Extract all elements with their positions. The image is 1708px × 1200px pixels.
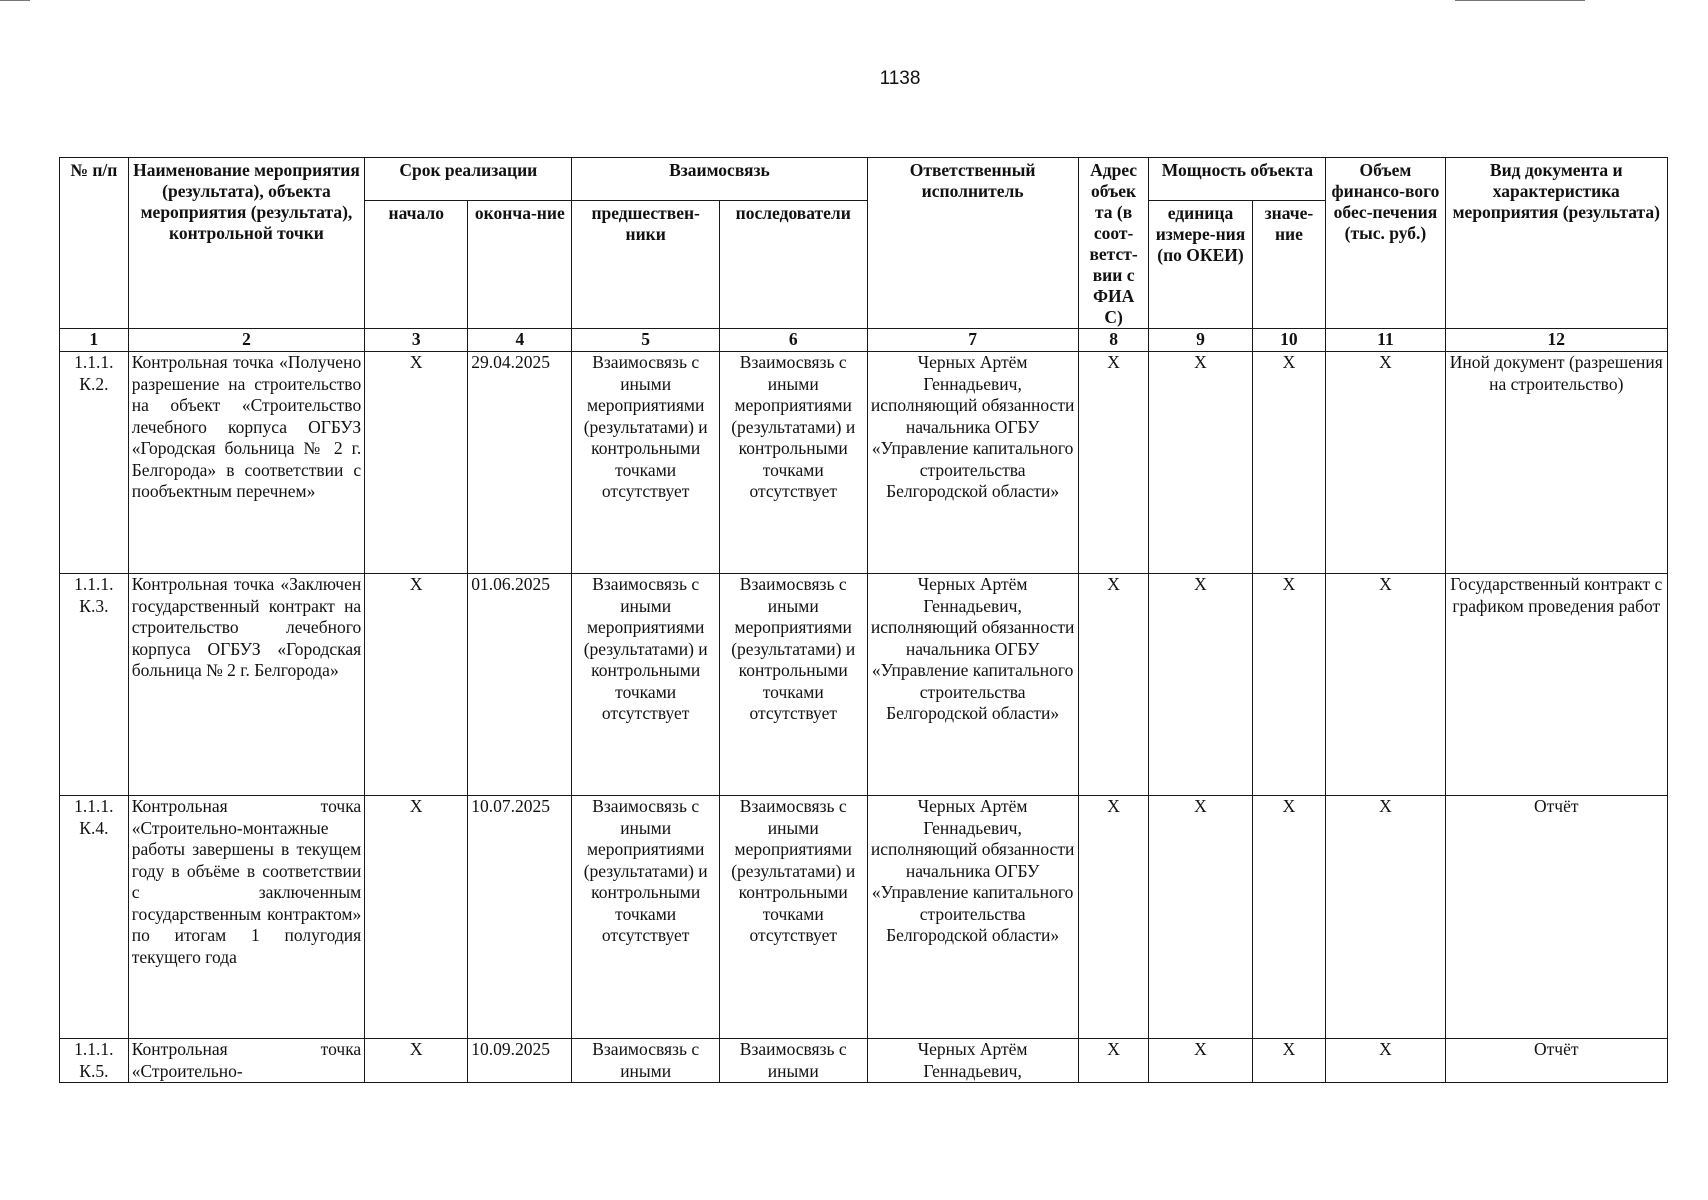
row-address: X [1078,1039,1149,1083]
row-predecessors: Взаимосвязь с иными мероприятиями (результатами) и контрольными точками отсутствует [572,796,720,1039]
header-num: № п/п [60,158,129,329]
scan-mark [1455,0,1585,1]
header-power-unit: единица измере-ния (по ОКЕИ) [1149,201,1252,329]
row-start: X [365,796,468,1039]
row-start: X [365,574,468,796]
row-unit: X [1149,1039,1252,1083]
row-number: 1.1.1. К.2. [60,352,129,574]
row-finance: X [1326,352,1445,574]
row-address: X [1078,574,1149,796]
scan-mark [0,0,30,1]
row-value: X [1252,1039,1326,1083]
row-value: X [1252,352,1326,574]
table-row [60,1039,1668,1083]
row-document: Отчёт [1445,1039,1667,1083]
column-number: 3 [365,329,468,352]
column-number: 12 [1445,329,1667,352]
table-row [60,796,1668,1039]
row-document: Иной документ (разрешения на строительство) [1445,352,1667,574]
row-end: 10.07.2025 [468,796,572,1039]
table-row [60,352,1668,574]
row-responsible: Черных Артём Геннадьевич, исполняющий обязанности начальника ОГБУ «Управление капитального строительства Белгородской области» [867,352,1078,574]
row-finance: X [1326,1039,1445,1083]
row-unit: X [1149,574,1252,796]
row-name: Контрольная точка «Получено разрешение на строительство на объект «Строительство лечебного корпуса ОГБУЗ «Городская больница № 2 г. Белгорода» в соответствии с пообъектным перечнем» [128,352,364,574]
table-row [60,574,1668,796]
column-number: 9 [1149,329,1252,352]
row-name: Контрольная точка «Строительно- [128,1039,364,1083]
row-name: Контрольная точка «Заключен государственный контракт на строительство лечебного корпуса ОГБУЗ «Городская больница № 2 г. Белгорода» [128,574,364,796]
row-value: X [1252,574,1326,796]
header-term: Срок реализации [365,158,572,201]
header-responsible: Ответственный исполнитель [867,158,1078,329]
row-end: 10.09.2025 [468,1039,572,1083]
row-number: 1.1.1. К.4. [60,796,129,1039]
row-start: X [365,1039,468,1083]
row-address: X [1078,352,1149,574]
column-number: 1 [60,329,129,352]
row-document: Государственный контракт с графиком проведения работ [1445,574,1667,796]
header-link-succ: последователи [719,201,867,329]
row-predecessors: Взаимосвязь с иными мероприятиями (результатами) и контрольными точками отсутствует [572,352,720,574]
row-responsible: Черных Артём Геннадьевич, исполняющий обязанности начальника ОГБУ «Управление капитального строительства Белгородской области» [867,796,1078,1039]
header-name: Наименование мероприятия (результата), объекта мероприятия (результата), контрольной точки [128,158,364,329]
header-power-value: значе-ние [1252,201,1326,329]
column-number: 8 [1078,329,1149,352]
column-number: 4 [468,329,572,352]
row-value: X [1252,796,1326,1039]
row-end: 01.06.2025 [468,574,572,796]
column-number: 7 [867,329,1078,352]
column-number: 5 [572,329,720,352]
column-number: 11 [1326,329,1445,352]
row-number: 1.1.1. К.3. [60,574,129,796]
row-name: Контрольная точка «Строительно-монтажные работы завершены в текущем году в объёме в соответствии с заключенным государственным контрактом» по итогам 1 полугодия текущего года [128,796,364,1039]
row-predecessors: Взаимосвязь с иными [572,1039,720,1083]
row-document: Отчёт [1445,796,1667,1039]
row-unit: X [1149,352,1252,574]
row-unit: X [1149,796,1252,1039]
column-number: 2 [128,329,364,352]
row-responsible: Черных Артём Геннадьевич, [867,1039,1078,1083]
row-end: 29.04.2025 [468,352,572,574]
row-finance: X [1326,796,1445,1039]
row-responsible: Черных Артём Геннадьевич, исполняющий обязанности начальника ОГБУ «Управление капитального строительства Белгородской области» [867,574,1078,796]
header-term-start: начало [365,201,468,329]
column-number: 10 [1252,329,1326,352]
row-start: X [365,352,468,574]
row-successors: Взаимосвязь с иными [719,1039,867,1083]
header-finance: Объем финансо-вого обес-печения (тыс. руб.) [1326,158,1445,329]
header-link-pred: предшествен-ники [572,201,720,329]
page-number: 1138 [879,68,921,89]
row-predecessors: Взаимосвязь с иными мероприятиями (результатами) и контрольными точками отсутствует [572,574,720,796]
row-number: 1.1.1. К.5. [60,1039,129,1083]
row-successors: Взаимосвязь с иными мероприятиями (результатами) и контрольными точками отсутствует [719,796,867,1039]
row-successors: Взаимосвязь с иными мероприятиями (результатами) и контрольными точками отсутствует [719,352,867,574]
row-successors: Взаимосвязь с иными мероприятиями (результатами) и контрольными точками отсутствует [719,574,867,796]
header-term-end: оконча-ние [468,201,572,329]
header-power: Мощность объекта [1149,158,1326,201]
header-link: Взаимосвязь [572,158,867,201]
row-address: X [1078,796,1149,1039]
row-finance: X [1326,574,1445,796]
column-number: 6 [719,329,867,352]
header-document: Вид документа и характеристика мероприятия (результата) [1445,158,1667,329]
column-numbers-row [60,329,1668,352]
header-row-top [60,158,1668,201]
header-address: Адрес объек та (в соот-ветст-вии с ФИА С) [1078,158,1149,329]
control-points-table [59,157,1668,1083]
